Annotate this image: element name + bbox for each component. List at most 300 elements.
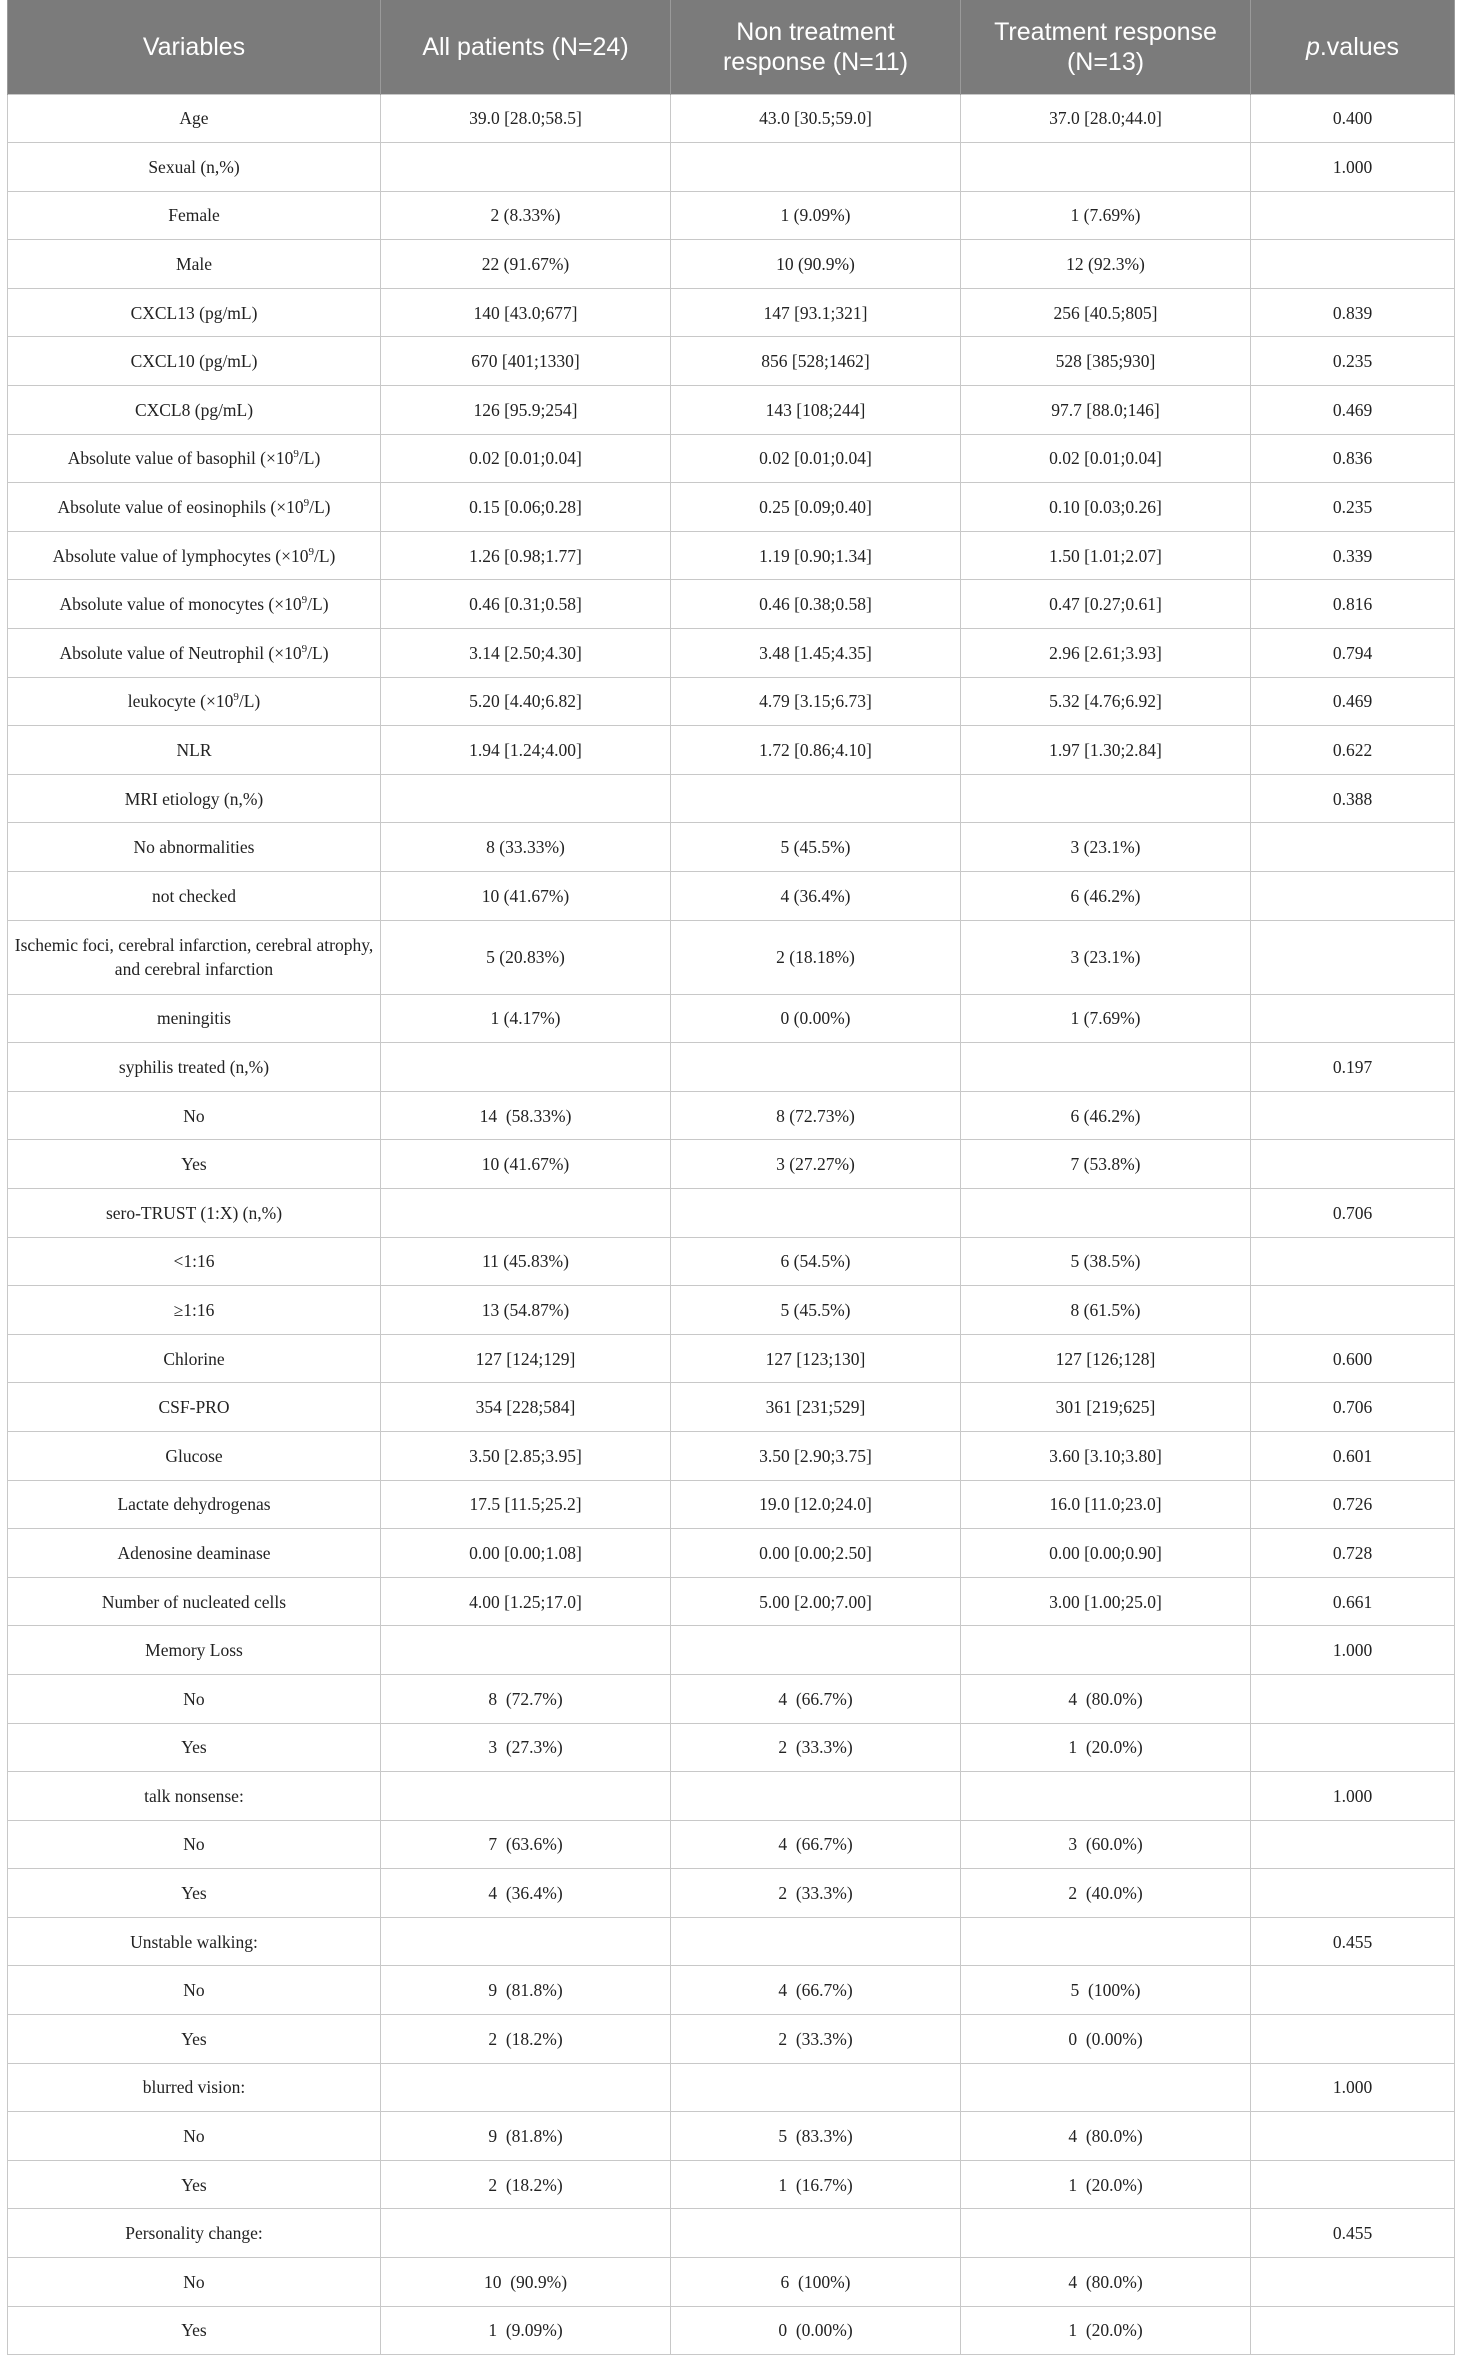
table-row [8,1674,1455,1723]
cell-p-value: 0.728 [1251,1529,1455,1578]
cell-non-treatment-response: 3.48 [1.45;4.35] [671,629,961,678]
cell-variable [8,240,381,289]
cell-p-value [1251,1237,1455,1286]
cell-treatment-response: 3 (60.0%) [961,1820,1251,1869]
cell-p-value: 0.388 [1251,774,1455,823]
cell-variable [8,1091,381,1140]
cell-variable [8,629,381,678]
header-non-treatment-response: Non treatment response (N=11) [671,0,961,94]
cell-all-patients: 126 [95.9;254] [381,386,671,435]
cell-non-treatment-response: 1 (16.7%) [671,2160,961,2209]
variable-label: No [183,1834,205,1855]
cell-p-value: 0.726 [1251,1480,1455,1529]
cell-non-treatment-response: 856 [528;1462] [671,337,961,386]
variable-label: Absolute value of Neutrophil (×10 [59,642,302,663]
cell-non-treatment-response: 6 (54.5%) [671,1237,961,1286]
cell-treatment-response: 4 (80.0%) [961,2112,1251,2161]
cell-variable [8,1383,381,1432]
table-body [8,94,1455,2355]
cell-non-treatment-response: 2 (18.18%) [671,920,961,994]
table-row [8,531,1455,580]
cell-p-value [1251,1140,1455,1189]
cell-all-patients: 3.14 [2.50;4.30] [381,629,671,678]
table-row [8,726,1455,775]
cell-p-value: 0.794 [1251,629,1455,678]
variable-label: Absolute value of eosinophils (×10 [57,497,304,518]
table-row [8,2258,1455,2307]
cell-non-treatment-response: 0.02 [0.01;0.04] [671,434,961,483]
cell-non-treatment-response: 5 (45.5%) [671,823,961,872]
cell-non-treatment-response: 3 (27.27%) [671,1140,961,1189]
cell-treatment-response [961,1043,1251,1092]
cell-variable [8,580,381,629]
cell-variable [8,2063,381,2112]
cell-p-value [1251,1966,1455,2015]
variable-label: Absolute value of basophil (×10 [67,448,294,469]
variable-label-unit: /L) [238,691,261,712]
variable-label: meningitis [157,1008,231,1029]
cell-p-value: 0.836 [1251,434,1455,483]
cell-variable [8,1917,381,1966]
cell-p-value: 1.000 [1251,2063,1455,2112]
cell-treatment-response: 7 (53.8%) [961,1140,1251,1189]
cell-non-treatment-response: 1.72 [0.86;4.10] [671,726,961,775]
cell-variable [8,434,381,483]
table-row [8,774,1455,823]
cell-all-patients: 0.02 [0.01;0.04] [381,434,671,483]
cell-variable [8,2258,381,2307]
header-p-values: p.values [1251,0,1455,94]
table-row [8,434,1455,483]
cell-p-value [1251,240,1455,289]
variable-label: <1:16 [173,1251,215,1272]
cell-treatment-response: 528 [385;930] [961,337,1251,386]
cell-p-value: 0.816 [1251,580,1455,629]
data-table [7,0,1455,2355]
table-row [8,1237,1455,1286]
cell-treatment-response: 2 (40.0%) [961,1869,1251,1918]
cell-p-value: 0.469 [1251,677,1455,726]
cell-treatment-response [961,1188,1251,1237]
cell-treatment-response: 2.96 [2.61;3.93] [961,629,1251,678]
cell-non-treatment-response: 5 (45.5%) [671,1286,961,1335]
table-row [8,1286,1455,1335]
cell-all-patients: 9 (81.8%) [381,1966,671,2015]
cell-non-treatment-response: 143 [108;244] [671,386,961,435]
cell-non-treatment-response: 0.46 [0.38;0.58] [671,580,961,629]
cell-treatment-response [961,2063,1251,2112]
cell-non-treatment-response: 10 (90.9%) [671,240,961,289]
cell-p-value [1251,1820,1455,1869]
cell-variable [8,288,381,337]
variable-label: leukocyte (×10 [127,691,234,712]
cell-p-value: 0.197 [1251,1043,1455,1092]
cell-variable [8,2209,381,2258]
cell-all-patients: 5 (20.83%) [381,920,671,994]
cell-treatment-response [961,1626,1251,1675]
cell-all-patients [381,1917,671,1966]
cell-treatment-response: 0.00 [0.00;0.90] [961,1529,1251,1578]
cell-non-treatment-response: 127 [123;130] [671,1334,961,1383]
cell-non-treatment-response: 4 (66.7%) [671,1966,961,2015]
cell-p-value [1251,920,1455,994]
cell-variable [8,1626,381,1675]
cell-treatment-response: 8 (61.5%) [961,1286,1251,1335]
cell-all-patients: 127 [124;129] [381,1334,671,1383]
table-row [8,1772,1455,1821]
cell-non-treatment-response: 19.0 [12.0;24.0] [671,1480,961,1529]
table-row [8,483,1455,532]
variable-label: Yes [181,1737,207,1758]
table-row [8,994,1455,1043]
variable-label: CXCL13 (pg/mL) [130,302,258,323]
cell-variable [8,920,381,994]
cell-non-treatment-response: 5 (83.3%) [671,2112,961,2161]
cell-non-treatment-response: 2 (33.3%) [671,1869,961,1918]
cell-treatment-response: 3 (23.1%) [961,920,1251,994]
table-row [8,2209,1455,2258]
cell-variable [8,1723,381,1772]
table-header [8,0,1455,94]
cell-all-patients [381,2063,671,2112]
cell-variable [8,774,381,823]
cell-all-patients: 3 (27.3%) [381,1723,671,1772]
table-row [8,337,1455,386]
table-row [8,2063,1455,2112]
variable-label: Absolute value of monocytes (×10 [59,594,302,615]
cell-all-patients: 11 (45.83%) [381,1237,671,1286]
cell-p-value [1251,2112,1455,2161]
variable-label: Yes [181,1883,207,1904]
table-row [8,677,1455,726]
cell-treatment-response: 6 (46.2%) [961,1091,1251,1140]
cell-treatment-response: 5 (100%) [961,1966,1251,2015]
variable-label: NLR [176,740,212,761]
cell-all-patients: 1.94 [1.24;4.00] [381,726,671,775]
cell-variable [8,483,381,532]
cell-p-value: 0.339 [1251,531,1455,580]
cell-variable [8,1966,381,2015]
cell-non-treatment-response [671,1917,961,1966]
table-row [8,1820,1455,1869]
variable-label: CXCL8 (pg/mL) [134,399,254,420]
cell-p-value: 0.601 [1251,1431,1455,1480]
cell-p-value [1251,1286,1455,1335]
cell-treatment-response: 3.60 [3.10;3.80] [961,1431,1251,1480]
cell-variable [8,1140,381,1189]
cell-treatment-response: 0.02 [0.01;0.04] [961,434,1251,483]
cell-non-treatment-response: 361 [231;529] [671,1383,961,1432]
variable-label-unit: /L) [309,497,331,518]
table-row [8,94,1455,143]
cell-non-treatment-response: 43.0 [30.5;59.0] [671,94,961,143]
table-row [8,143,1455,192]
cell-p-value: 0.235 [1251,483,1455,532]
variable-label: No [183,1688,205,1709]
variable-label-unit: /L) [298,448,321,469]
table-row [8,580,1455,629]
cell-all-patients: 670 [401;1330] [381,337,671,386]
cell-non-treatment-response: 4 (36.4%) [671,872,961,921]
variable-label: No [183,1105,205,1126]
table-row [8,1188,1455,1237]
variable-label: CSF-PRO [158,1397,230,1418]
cell-treatment-response: 1 (20.0%) [961,1723,1251,1772]
cell-p-value: 1.000 [1251,143,1455,192]
variable-label: Female [168,205,220,226]
cell-variable [8,2306,381,2355]
cell-p-value: 0.706 [1251,1188,1455,1237]
cell-non-treatment-response [671,1043,961,1092]
table-row [8,1577,1455,1626]
cell-treatment-response: 5.32 [4.76;6.92] [961,677,1251,726]
cell-all-patients [381,2209,671,2258]
cell-all-patients: 9 (81.8%) [381,2112,671,2161]
table-row [8,1334,1455,1383]
cell-non-treatment-response: 2 (33.3%) [671,2015,961,2064]
cell-p-value: 0.455 [1251,1917,1455,1966]
table-row [8,191,1455,240]
table-row [8,1043,1455,1092]
cell-variable [8,1237,381,1286]
cell-non-treatment-response: 2 (33.3%) [671,1723,961,1772]
cell-all-patients: 0.15 [0.06;0.28] [381,483,671,532]
cell-all-patients: 1.26 [0.98;1.77] [381,531,671,580]
cell-treatment-response: 1.50 [1.01;2.07] [961,531,1251,580]
table-row [8,1431,1455,1480]
cell-p-value [1251,2160,1455,2209]
cell-treatment-response: 1 (7.69%) [961,191,1251,240]
cell-p-value [1251,191,1455,240]
cell-treatment-response: 301 [219;625] [961,1383,1251,1432]
cell-non-treatment-response: 1.19 [0.90;1.34] [671,531,961,580]
cell-non-treatment-response: 0 (0.00%) [671,994,961,1043]
cell-variable [8,1577,381,1626]
cell-non-treatment-response [671,1772,961,1821]
cell-variable [8,1431,381,1480]
cell-non-treatment-response [671,774,961,823]
cell-all-patients: 10 (90.9%) [381,2258,671,2307]
cell-p-value [1251,1869,1455,1918]
cell-treatment-response: 1 (20.0%) [961,2160,1251,2209]
cell-treatment-response [961,1917,1251,1966]
variable-label: No [183,1980,205,2001]
cell-variable [8,1188,381,1237]
variable-label-superscript: 9 [301,642,308,655]
cell-p-value [1251,2015,1455,2064]
table-row [8,1091,1455,1140]
cell-variable [8,143,381,192]
variable-label: Chlorine [163,1348,225,1369]
variable-label: CXCL10 (pg/mL) [130,351,258,372]
variable-label: Male [176,254,212,275]
cell-variable [8,1043,381,1092]
variable-label: Glucose [165,1445,223,1466]
variable-label: Sexual (n,%) [148,156,240,177]
variable-label-superscript: 9 [303,497,310,510]
table-row [8,629,1455,678]
cell-non-treatment-response: 4 (66.7%) [671,1820,961,1869]
cell-treatment-response: 1 (7.69%) [961,994,1251,1043]
variable-label: blurred vision: [142,2077,246,2098]
variable-label: No abnormalities [133,837,255,858]
cell-non-treatment-response: 4 (66.7%) [671,1674,961,1723]
cell-p-value [1251,1723,1455,1772]
cell-all-patients: 2 (18.2%) [381,2015,671,2064]
header-variables: Variables [8,0,381,94]
cell-p-value: 0.706 [1251,1383,1455,1432]
table-row [8,1529,1455,1578]
cell-treatment-response: 0.10 [0.03;0.26] [961,483,1251,532]
cell-p-value: 0.469 [1251,386,1455,435]
cell-variable [8,531,381,580]
cell-variable [8,1529,381,1578]
cell-non-treatment-response: 0.25 [0.09;0.40] [671,483,961,532]
table-row [8,1869,1455,1918]
variable-label: ≥1:16 [173,1299,215,1320]
cell-treatment-response: 4 (80.0%) [961,1674,1251,1723]
variable-label: Unstable walking: [130,1931,258,1952]
cell-all-patients: 5.20 [4.40;6.82] [381,677,671,726]
cell-treatment-response: 37.0 [28.0;44.0] [961,94,1251,143]
table-row [8,1480,1455,1529]
cell-treatment-response: 0.47 [0.27;0.61] [961,580,1251,629]
table-row [8,2160,1455,2209]
cell-treatment-response: 6 (46.2%) [961,872,1251,921]
cell-variable [8,1286,381,1335]
cell-p-value: 0.400 [1251,94,1455,143]
variable-label-unit: /L) [307,594,329,615]
variable-label: Ischemic foci, cerebral infarction, cerebral atrophy, and cerebral infarction [14,935,374,980]
table-row [8,2306,1455,2355]
cell-treatment-response [961,2209,1251,2258]
cell-p-value: 1.000 [1251,1772,1455,1821]
cell-non-treatment-response: 4.79 [3.15;6.73] [671,677,961,726]
cell-non-treatment-response [671,2063,961,2112]
table-row [8,386,1455,435]
cell-all-patients: 0.00 [0.00;1.08] [381,1529,671,1578]
cell-all-patients: 10 (41.67%) [381,1140,671,1189]
cell-treatment-response: 0 (0.00%) [961,2015,1251,2064]
table-row [8,1723,1455,1772]
cell-treatment-response: 4 (80.0%) [961,2258,1251,2307]
cell-non-treatment-response: 0 (0.00%) [671,2306,961,2355]
cell-p-value: 0.235 [1251,337,1455,386]
cell-p-value [1251,872,1455,921]
variable-label-superscript: 9 [308,545,314,558]
cell-all-patients: 10 (41.67%) [381,872,671,921]
cell-all-patients: 13 (54.87%) [381,1286,671,1335]
cell-all-patients: 0.46 [0.31;0.58] [381,580,671,629]
cell-treatment-response [961,1772,1251,1821]
cell-variable [8,1674,381,1723]
variable-label: No [183,2271,205,2292]
cell-variable [8,677,381,726]
cell-all-patients: 1 (4.17%) [381,994,671,1043]
table-row [8,2015,1455,2064]
variable-label-unit: /L) [313,545,336,566]
table-row [8,1383,1455,1432]
cell-p-value [1251,2258,1455,2307]
table-row [8,288,1455,337]
variable-label: not checked [151,885,237,906]
table-row [8,872,1455,921]
cell-variable [8,994,381,1043]
table-row [8,1140,1455,1189]
cell-variable [8,386,381,435]
cell-p-value: 1.000 [1251,1626,1455,1675]
cell-non-treatment-response: 3.50 [2.90;3.75] [671,1431,961,1480]
cell-variable [8,1820,381,1869]
cell-treatment-response: 256 [40.5;805] [961,288,1251,337]
header-all-patients: All patients (N=24) [381,0,671,94]
variable-label: No [183,2126,205,2147]
cell-non-treatment-response [671,2209,961,2258]
cell-all-patients: 22 (91.67%) [381,240,671,289]
variable-label: Yes [181,2174,207,2195]
variable-label: Number of nucleated cells [101,1591,287,1612]
cell-all-patients: 7 (63.6%) [381,1820,671,1869]
cell-p-value [1251,823,1455,872]
cell-treatment-response: 97.7 [88.0;146] [961,386,1251,435]
cell-treatment-response: 16.0 [11.0;23.0] [961,1480,1251,1529]
variable-label-superscript: 9 [233,691,239,704]
cell-all-patients: 140 [43.0;677] [381,288,671,337]
table-row [8,1966,1455,2015]
cell-p-value [1251,2306,1455,2355]
cell-non-treatment-response [671,1188,961,1237]
cell-variable [8,2112,381,2161]
cell-non-treatment-response: 8 (72.73%) [671,1091,961,1140]
cell-treatment-response [961,143,1251,192]
cell-non-treatment-response: 1 (9.09%) [671,191,961,240]
table-row [8,2112,1455,2161]
cell-non-treatment-response: 6 (100%) [671,2258,961,2307]
cell-all-patients: 8 (72.7%) [381,1674,671,1723]
cell-all-patients: 1 (9.09%) [381,2306,671,2355]
cell-all-patients [381,1188,671,1237]
cell-variable [8,726,381,775]
variable-label: talk nonsense: [144,1785,244,1806]
table-container [7,0,1454,2355]
cell-p-value: 0.661 [1251,1577,1455,1626]
cell-variable [8,191,381,240]
cell-variable [8,872,381,921]
cell-non-treatment-response [671,1626,961,1675]
cell-treatment-response: 3.00 [1.00;25.0] [961,1577,1251,1626]
cell-variable [8,2015,381,2064]
cell-all-patients: 4.00 [1.25;17.0] [381,1577,671,1626]
table-row [8,1917,1455,1966]
cell-p-value [1251,994,1455,1043]
cell-treatment-response: 127 [126;128] [961,1334,1251,1383]
cell-treatment-response: 12 (92.3%) [961,240,1251,289]
cell-all-patients: 39.0 [28.0;58.5] [381,94,671,143]
cell-variable [8,1480,381,1529]
variable-label: Adenosine deaminase [117,1542,271,1563]
variable-label: Yes [181,2320,207,2341]
variable-label: MRI etiology (n,%) [124,788,264,809]
cell-treatment-response: 5 (38.5%) [961,1237,1251,1286]
variable-label: syphilis treated (n,%) [118,1056,270,1077]
cell-all-patients: 8 (33.33%) [381,823,671,872]
table-row [8,823,1455,872]
variable-label: Memory Loss [145,1640,243,1661]
variable-label-superscript: 9 [301,594,308,607]
cell-treatment-response: 3 (23.1%) [961,823,1251,872]
cell-all-patients: 2 (18.2%) [381,2160,671,2209]
cell-all-patients: 17.5 [11.5;25.2] [381,1480,671,1529]
